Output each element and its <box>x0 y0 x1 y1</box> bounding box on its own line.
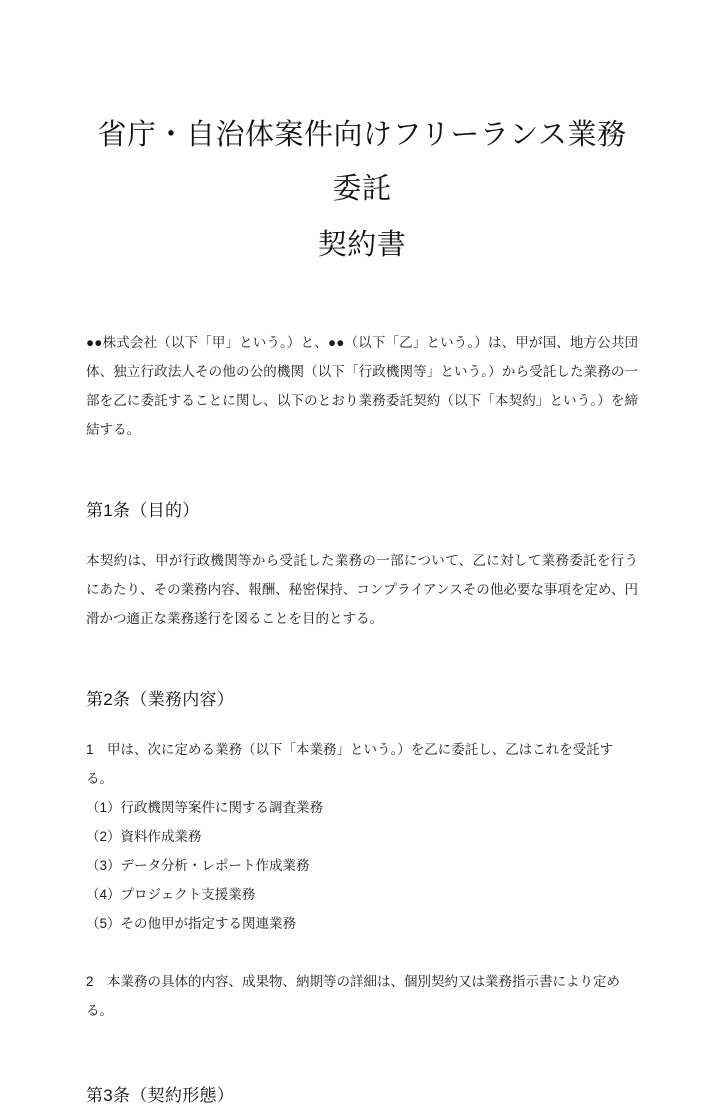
article-2 <box>86 633 638 1025</box>
article-3-heading: 第3条（契約形態） <box>86 1086 235 1105</box>
page-title-line-2: 契約書 <box>317 229 407 261</box>
article-1-body: 本契約は、甲が行政機関等から受託した業務の一部について、乙に対して業務委託を行うにあたり、その業務内容、報酬、秘密保持、コンプライアンスその他必要な事項を定め、円滑かつ適正な業務遂行を図ることを目的とする。 <box>86 553 638 626</box>
article-2-clause-2: 2 本業務の具体的内容、成果物、納期等の詳細は、個別契約又は業務指示書により定める。 <box>86 974 621 1018</box>
article-2-clause-1: 1 甲は、次に定める業務（以下「本業務」という。）を乙に委託し、乙はこれを受託する。 <box>86 742 614 786</box>
article-2-item-2: （2）資料作成業務 <box>86 829 202 844</box>
article-2-subitems-wrapper <box>86 793 638 938</box>
article-1-heading: 第1条（目的） <box>86 501 200 520</box>
preamble-paragraph: ●●株式会社（以下「甲」という。）と、●●（以下「乙」という。）は、甲が国、地方公共団体、独立行政法人その他の公的機関（以下「行政機関等」という。）から受託した業務の一部を乙に委託することに関し、以下のとおり業務委託契約（以下「本契約」という。）を締結する。 <box>86 335 638 437</box>
article-1 <box>86 444 638 633</box>
article-2-item-1: （1）行政機関等案件に関する調査業務 <box>86 800 324 815</box>
article-2-clause-list <box>86 713 638 1025</box>
article-2-item-5: （5）その他甲が指定する関連業務 <box>86 916 297 931</box>
article-2-sub-list <box>86 793 638 938</box>
page-title-line-1: 省庁・自治体案件向けフリーランス業務委託 <box>97 119 627 205</box>
article-3 <box>86 1025 638 1109</box>
article-2-item-4: （4）プロジェクト支援業務 <box>86 887 256 902</box>
article-2-item-3: （3）データ分析・レポート作成業務 <box>86 858 310 873</box>
page-title <box>86 0 638 272</box>
document-body <box>86 0 638 1109</box>
article-2-heading: 第2条（業務内容） <box>86 690 235 709</box>
